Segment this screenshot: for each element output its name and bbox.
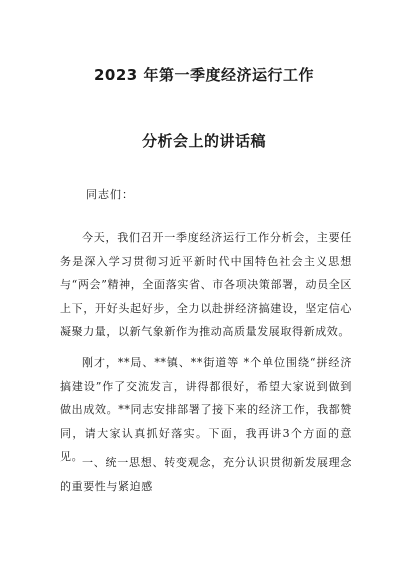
section-heading-1: 一、统一思想、转变观念，充分认识贯彻新发展理念的重要性与紧迫感 [60, 456, 352, 493]
body-paragraph-1: 今天，我们召开一季度经济运行工作分析会，主要任务是深入学习贯彻习近平新时代中国特色社会主义思想与“两会”精神，全面落实省、市各项决策部署，动员全区上下，开好头起好步，全力以赴拼经济搞建设，坚定信心凝聚力量，以新气象新作为推动高质量发展取得新成效。 [60, 231, 352, 338]
greeting: 同志们： [86, 188, 134, 201]
document-title-line-2: 分析会上的讲话稿 [141, 132, 266, 150]
document-title-line-1: 2023 年第一季度经济运行工作 [94, 66, 314, 84]
body-paragraph-2: 刚才，**局、**镇、**街道等 *个单位围绕“拼经济搞建设”作了交流发言，讲得都很好，希望大家说到做到做出成效。**同志安排部署了接下来的经济工作，我都赞同，请大家认真抓好落实。下面，我再讲3个方面的意见。 [60, 356, 352, 463]
